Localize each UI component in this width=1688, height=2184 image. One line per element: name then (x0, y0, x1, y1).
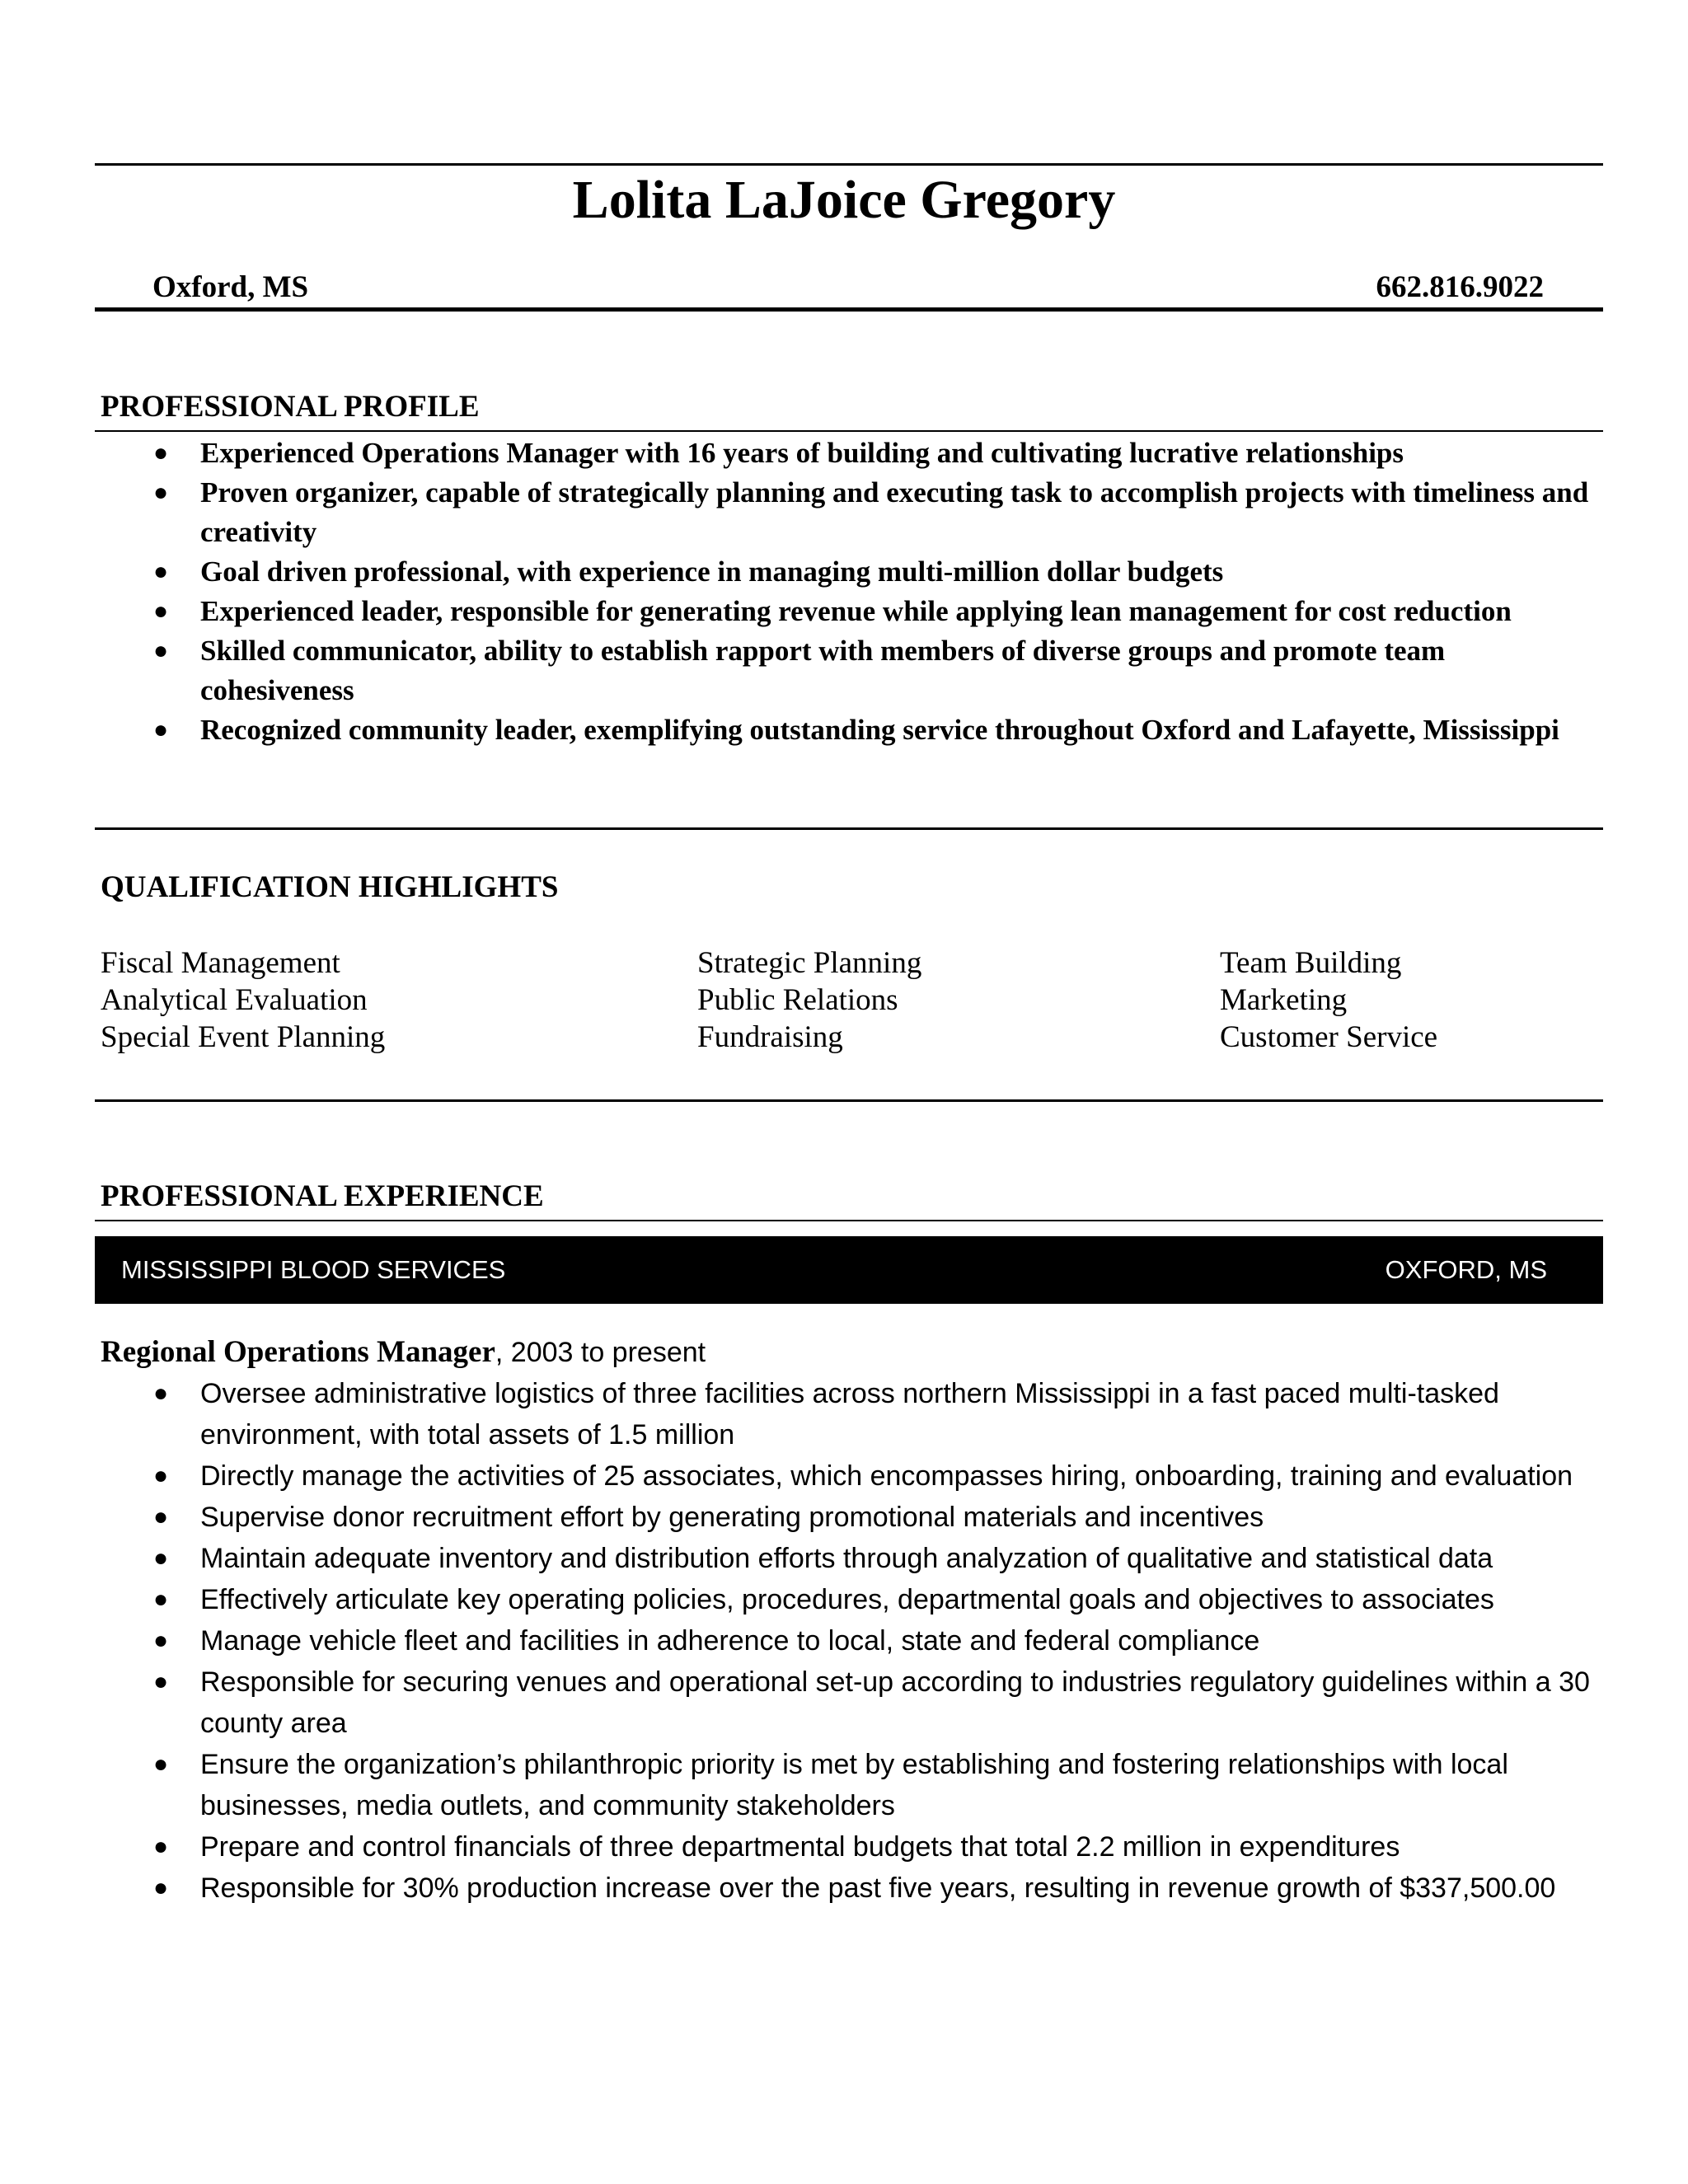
bullet-icon: ● (153, 479, 169, 506)
header-bottom-rule (95, 307, 1603, 312)
bullet-icon: ● (153, 598, 169, 625)
bullet-icon: ● (153, 1586, 169, 1613)
bullet-icon: ● (153, 1750, 169, 1778)
employer-name: MISSISSIPPI BLOOD SERVICES (121, 1255, 506, 1284)
bullet-icon: ● (153, 558, 169, 585)
qualification-item: Fundraising (697, 1020, 843, 1054)
list-item: ● Responsible for securing venues and operational set-up according to industries regulatory guidelines within a 30 county area (0, 1661, 1599, 1744)
candidate-phone: 662.816.9022 (1376, 270, 1544, 304)
employer-location: OXFORD, MS (1385, 1255, 1547, 1284)
candidate-city: Oxford, MS (152, 270, 309, 304)
list-item: ● Experienced leader, responsible for generating revenue while applying lean management for cost reduction (0, 592, 1591, 631)
qualifications-column-1 (101, 944, 385, 1056)
list-item: ● Supervise donor recruitment effort by generating promotional materials and incentives (0, 1497, 1599, 1538)
duties-bullet-list (0, 1373, 1599, 1909)
list-item: ● Oversee administrative logistics of three facilities across northern Mississippi in a fast paced multi-tasked environment, with total assets of 1.5 million (0, 1373, 1599, 1455)
qualification-item: Customer Service (1220, 1020, 1438, 1054)
list-item: ● Goal driven professional, with experience in managing multi-million dollar budgets (0, 552, 1591, 592)
bullet-icon: ● (153, 1380, 169, 1407)
experience-title-rule (95, 1220, 1603, 1221)
list-item: ● Maintain adequate inventory and distribution efforts through analyzation of qualitative and statistical data (0, 1538, 1599, 1579)
list-item: ● Skilled communicator, ability to establish rapport with members of diverse groups and promote team cohesiveness (0, 631, 1591, 710)
bullet-icon: ● (153, 439, 169, 466)
bullet-icon: ● (153, 1627, 169, 1654)
experience-section-title: PROFESSIONAL EXPERIENCE (101, 1179, 544, 1213)
qualification-item: Fiscal Management (101, 946, 340, 980)
profile-bottom-rule (95, 827, 1603, 830)
qualifications-section-title: QUALIFICATION HIGHLIGHTS (101, 870, 559, 904)
list-item: ● Experienced Operations Manager with 16 years of building and cultivating lucrative relationships (0, 434, 1591, 473)
bullet-icon: ● (153, 1874, 169, 1901)
employer-bar (95, 1236, 1603, 1304)
qualification-item: Special Event Planning (101, 1020, 386, 1054)
qualifications-column-2 (697, 944, 921, 1056)
qualification-item: Marketing (1220, 983, 1348, 1017)
list-item: ● Effectively articulate key operating policies, procedures, departmental goals and objectives to associates (0, 1579, 1599, 1620)
bullet-icon: ● (153, 1544, 169, 1572)
list-item: ● Proven organizer, capable of strategically planning and executing task to accomplish projects with timeliness and creativity (0, 473, 1591, 552)
bullet-icon: ● (153, 1503, 169, 1530)
list-item: ● Recognized community leader, exemplifying outstanding service throughout Oxford and Lafayette, Mississippi (0, 710, 1591, 750)
bullet-icon: ● (153, 716, 169, 743)
list-item: ● Manage vehicle fleet and facilities in adherence to local, state and federal compliance (0, 1620, 1599, 1661)
bullet-icon: ● (153, 1668, 169, 1695)
qualification-item: Strategic Planning (697, 946, 922, 980)
list-item: ● Directly manage the activities of 25 associates, which encompasses hiring, onboarding, training and evaluation (0, 1455, 1599, 1497)
qualifications-bottom-rule (95, 1099, 1603, 1102)
list-item: ● Ensure the organization’s philanthropic priority is met by establishing and fostering relationships with local businesses, media outlets, and community stakeholders (0, 1744, 1599, 1826)
bullet-icon: ● (153, 1833, 169, 1860)
qualification-item: Public Relations (697, 983, 898, 1017)
job-dates: , 2003 to present (495, 1337, 706, 1368)
bullet-icon: ● (153, 1462, 169, 1489)
profile-section-title: PROFESSIONAL PROFILE (101, 390, 480, 424)
bullet-icon: ● (153, 637, 169, 664)
list-item: ● Prepare and control financials of three departmental budgets that total 2.2 million in expenditures (0, 1826, 1599, 1868)
job-title-line (101, 1332, 706, 1373)
profile-bullet-list (0, 434, 1591, 750)
qualification-item: Team Building (1220, 946, 1402, 980)
list-item: ● Responsible for 30% production increase over the past five years, resulting in revenue growth of $337,500.00 (0, 1868, 1599, 1909)
profile-title-rule (95, 430, 1603, 432)
candidate-name: Lolita LaJoice Gregory (572, 170, 1116, 230)
qualification-item: Analytical Evaluation (101, 983, 368, 1017)
job-role: Regional Operations Manager (101, 1335, 495, 1369)
qualifications-column-3 (1220, 944, 1437, 1056)
